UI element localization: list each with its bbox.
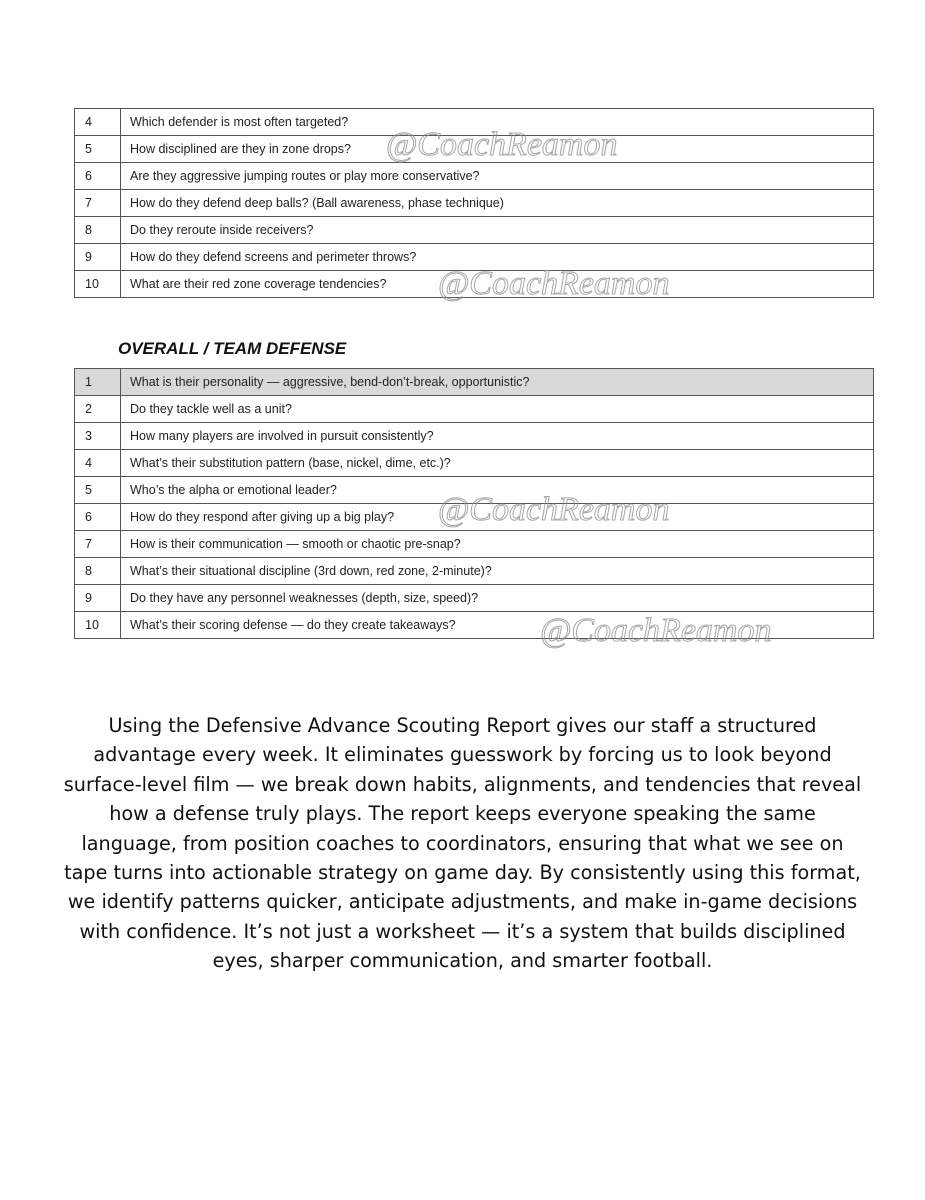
row-question: What are their red zone coverage tendencies? — [121, 271, 874, 298]
row-question: What’s their substitution pattern (base, nickel, dime, etc.)? — [121, 450, 874, 477]
row-question: What’s their scoring defense — do they create takeaways? — [121, 612, 874, 639]
table-row — [75, 585, 874, 612]
watermark-text: @CoachReamon — [438, 265, 670, 302]
table-row — [75, 136, 874, 163]
row-number: 10 — [75, 612, 121, 639]
row-question: How disciplined are they in zone drops? — [121, 136, 874, 163]
row-number: 4 — [75, 450, 121, 477]
row-question: Which defender is most often targeted? — [121, 109, 874, 136]
row-number: 9 — [75, 585, 121, 612]
row-question: What’s their situational discipline (3rd down, red zone, 2-minute)? — [121, 558, 874, 585]
coverage-questions-table — [74, 108, 874, 298]
row-number: 8 — [75, 558, 121, 585]
row-number: 10 — [75, 271, 121, 298]
row-question: How is their communication — smooth or chaotic pre-snap? — [121, 531, 874, 558]
row-number: 8 — [75, 217, 121, 244]
row-number: 5 — [75, 136, 121, 163]
table-row — [75, 244, 874, 271]
row-question: Who’s the alpha or emotional leader? — [121, 477, 874, 504]
row-question: How do they respond after giving up a big play? — [121, 504, 874, 531]
table-row — [75, 477, 874, 504]
row-question: How do they defend deep balls? (Ball awareness, phase technique) — [121, 190, 874, 217]
table-row — [75, 163, 874, 190]
table-row — [75, 109, 874, 136]
table-row — [75, 531, 874, 558]
row-question: Do they tackle well as a unit? — [121, 396, 874, 423]
watermark-text: @CoachReamon — [540, 612, 772, 649]
row-question: Do they reroute inside receivers? — [121, 217, 874, 244]
table-row — [75, 450, 874, 477]
row-number: 6 — [75, 504, 121, 531]
row-question: What is their personality — aggressive, bend-don’t-break, opportunistic? — [121, 369, 874, 396]
table-row — [75, 271, 874, 298]
row-question: Are they aggressive jumping routes or play more conservative? — [121, 163, 874, 190]
row-number: 1 — [75, 369, 121, 396]
row-number: 6 — [75, 163, 121, 190]
table-row — [75, 396, 874, 423]
table-row — [75, 423, 874, 450]
row-number: 7 — [75, 190, 121, 217]
watermark-text: @CoachReamon — [438, 491, 670, 528]
watermark-text: @CoachReamon — [386, 126, 618, 163]
row-number: 2 — [75, 396, 121, 423]
row-number: 5 — [75, 477, 121, 504]
row-number: 4 — [75, 109, 121, 136]
section-heading-team-defense: OVERALL / TEAM DEFENSE — [118, 339, 347, 358]
table-row — [75, 369, 874, 396]
row-number: 3 — [75, 423, 121, 450]
row-number: 9 — [75, 244, 121, 271]
row-question: Do they have any personnel weaknesses (depth, size, speed)? — [121, 585, 874, 612]
team-defense-questions-table — [74, 368, 874, 639]
row-question: How many players are involved in pursuit consistently? — [121, 423, 874, 450]
table-row — [75, 217, 874, 244]
row-number: 7 — [75, 531, 121, 558]
table-row — [75, 558, 874, 585]
row-question: How do they defend screens and perimeter throws? — [121, 244, 874, 271]
table-row — [75, 190, 874, 217]
table-row — [75, 612, 874, 639]
table-row — [75, 504, 874, 531]
body-paragraph: Using the Defensive Advance Scouting Report gives our staff a structured advantage every week. It eliminates guesswork by forcing us to look beyond surface-level film — we break down habits, alignments, and tendencies that reveal how a defense truly plays. The report keeps everyone speaking the same language, from position coaches to coordinators, ensuring that what we see on tape turns into actionable strategy on game day. By consistently using this format, we identify patterns quicker, anticipate adjustments, and make in-game decisions with confidence. It’s not just a worksheet — it’s a system that builds disciplined eyes, sharper communication, and smarter football. — [63, 714, 862, 973]
